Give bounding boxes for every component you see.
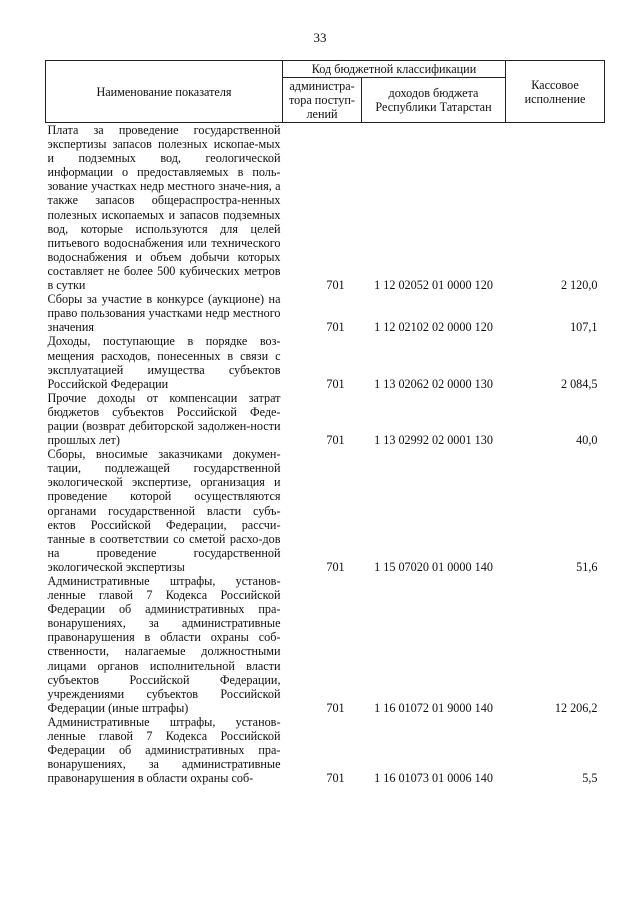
row-description: Административные штрафы, установ-ленные главой 7 Кодекса Российской Федерации об административных пра-вонарушениях, за административные правонарушения в области охраны соб- bbox=[47, 714, 281, 786]
row-revenue-code: 1 13 02992 02 0001 130 bbox=[374, 433, 493, 448]
row-revenue-code: 1 15 07020 01 0000 140 bbox=[374, 559, 493, 574]
row-description: Сборы, вносимые заказчиками докумен-тации, подлежащей государственной экологической экспертизе, организация и проведение которой осуществляются органами государственной власти субъ-ектов Российской Федерации, рассчи-танные в соответствии со сметой расхо-дов на проведение государственной экологической экспертизы bbox=[47, 447, 281, 574]
table-header bbox=[46, 61, 605, 123]
row-revenue-code: 1 16 01072 01 9000 140 bbox=[374, 700, 493, 715]
table-row bbox=[46, 715, 605, 785]
row-amount: 12 206,2 bbox=[554, 700, 598, 715]
row-admin-code: 701 bbox=[326, 433, 345, 448]
budget-revenue-table bbox=[45, 60, 605, 785]
table-row bbox=[46, 574, 605, 715]
row-amount: 107,1 bbox=[570, 320, 598, 335]
header-name: Наименование показателя bbox=[46, 61, 283, 123]
row-admin-code: 701 bbox=[326, 700, 345, 715]
row-admin-code: 701 bbox=[326, 278, 345, 293]
row-revenue-code: 1 13 02062 02 0000 130 bbox=[374, 376, 493, 391]
row-admin-code: 701 bbox=[326, 320, 345, 335]
row-description: Прочие доходы от компенсации затрат бюджетов субъектов Российской Феде-рации (возврат дебиторской задолжен-ности прошлых лет) bbox=[47, 390, 281, 448]
row-amount: 2 120,0 bbox=[560, 278, 598, 293]
row-description: Сборы за участие в конкурсе (аукционе) на право пользования участками недр местного значения bbox=[47, 292, 281, 335]
table-row bbox=[46, 123, 605, 293]
row-description: Доходы, поступающие в порядке воз-мещения расходов, понесенных в связи с эксплуатацией имущества субъектов Российской Федерации bbox=[47, 334, 281, 391]
row-amount: 2 084,5 bbox=[560, 376, 598, 391]
row-admin-code: 701 bbox=[326, 559, 345, 574]
table-row bbox=[46, 391, 605, 447]
row-description: Административные штрафы, установ-ленные главой 7 Кодекса Российской Федерации об административных пра-вонарушениях, за административные правонарушения в области охраны соб-ственности, налагаемые должностными лицами органов исполнительной власти субъектов Российской Федерации, учреждениями субъектов Российской Федерации (иные штрафы) bbox=[47, 574, 281, 715]
row-admin-code: 701 bbox=[326, 771, 345, 786]
table-row bbox=[46, 334, 605, 390]
row-admin-code: 701 bbox=[326, 376, 345, 391]
header-amount: Кассовое исполнение bbox=[506, 61, 605, 123]
row-revenue-code: 1 12 02052 01 0000 120 bbox=[374, 278, 493, 293]
row-amount: 51,6 bbox=[576, 559, 598, 574]
header-classification-group: Код бюджетной классификации bbox=[283, 61, 506, 78]
row-revenue-code: 1 16 01073 01 0006 140 bbox=[374, 771, 493, 786]
header-revenue-code: доходов бюджета Республики Татарстан bbox=[362, 78, 506, 123]
row-description: Плата за проведение государственной экспертизы запасов полезных ископае-мых и подземных вод, геологической информации о предоставляемых в поль-зование участках недр местного значе-ния, а также запасов общераспростра-ненных полезных ископаемых и запасов подземных вод, которые используются для целей питьевого водоснабжения или технического водоснабжения и объем добычи которых составляет не более 500 кубических метров в сутки bbox=[47, 123, 281, 293]
row-amount: 5,5 bbox=[582, 771, 598, 786]
page-number: 33 bbox=[313, 30, 327, 45]
table-row bbox=[46, 292, 605, 334]
header-admin-code: администра-тора поступ-лений bbox=[283, 78, 362, 123]
row-amount: 40,0 bbox=[576, 433, 598, 448]
table-row bbox=[46, 447, 605, 574]
row-revenue-code: 1 12 02102 02 0000 120 bbox=[374, 320, 493, 335]
